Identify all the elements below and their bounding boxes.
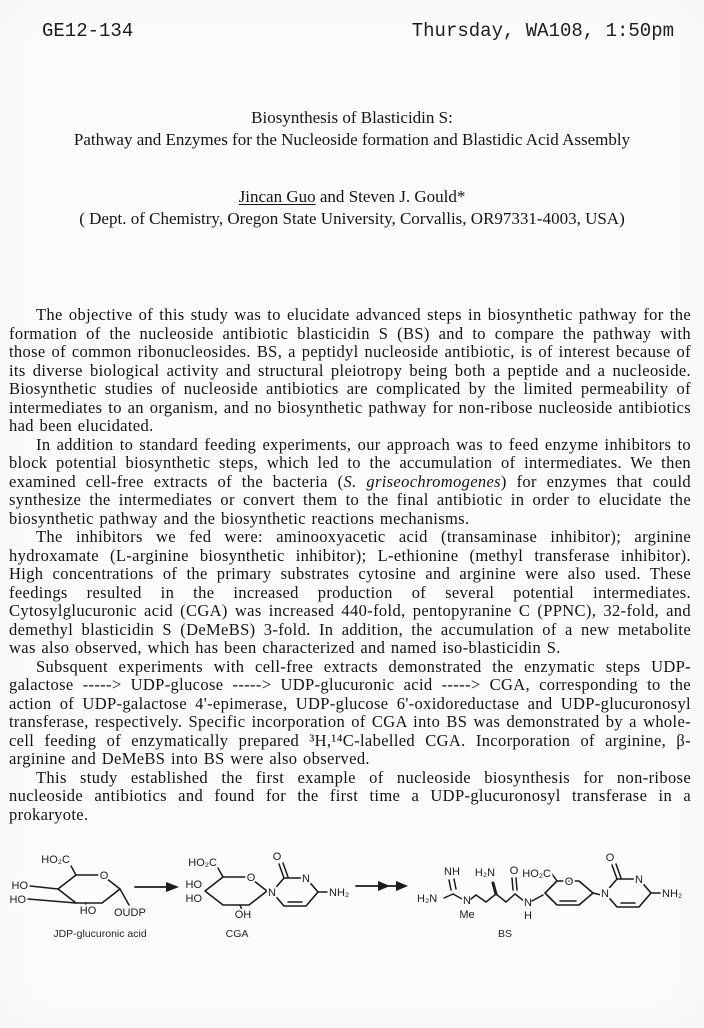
- amide-nitrogen-label: N: [524, 897, 532, 909]
- oudp-label: OUDP: [114, 907, 146, 919]
- author-line: [0, 186, 704, 208]
- title-line-1: Biosynthesis of Blasticidin S:: [251, 108, 453, 127]
- n1-label: N: [268, 887, 276, 899]
- amino-label: H₂N: [474, 867, 496, 879]
- ring-oxygen-label: O: [99, 870, 109, 882]
- ring-oxygen-label: O: [246, 872, 256, 884]
- compound-label-bs: BS: [497, 928, 513, 940]
- structure-cga: [186, 851, 350, 940]
- n3-label: N: [635, 874, 643, 886]
- title-line-2: Pathway and Enzymes for the Nucleoside formation and Blastidic Acid Assembly: [73, 129, 631, 149]
- pyranose-ring: [205, 877, 267, 905]
- n3-label: N: [302, 873, 310, 885]
- abstract-body: [9, 306, 691, 824]
- imine-label: NH: [444, 866, 460, 878]
- author-second: Steven J. Gould*: [348, 187, 466, 206]
- ring-oxygen-label: O: [564, 876, 574, 888]
- reaction-arrow-1: [135, 882, 179, 892]
- n1-label: N: [601, 888, 609, 900]
- amine-label: NH₂: [329, 887, 350, 899]
- structure-udp-glucuronic-acid: [10, 854, 147, 940]
- title-block: [0, 107, 704, 150]
- compound-label-udp-glucuronic-acid: JDP-glucuronic acid: [53, 928, 147, 940]
- abstract-code: GE12-134: [42, 20, 134, 42]
- session-info: Thursday, WA108, 1:50pm: [411, 20, 674, 42]
- hydroxyl-label: OH: [234, 909, 252, 921]
- amide-hydrogen-label: H: [524, 910, 532, 922]
- carbonyl-oxygen-label: O: [272, 851, 282, 863]
- species-name: S. griseochromogenes: [343, 471, 501, 491]
- carboxyl-label: HO₂C: [188, 857, 217, 869]
- pyranose-ring: [58, 875, 120, 903]
- authors-block: [0, 186, 704, 229]
- paragraph-2-text-end: ) for enzymes that could synthesize the intermediates or convert them to the final antibiotic in order to elucidate the biosynthetic pathway and the biosynthetic reactions mechanisms.: [9, 471, 691, 528]
- hydroxyl-label: HO: [185, 879, 202, 891]
- paragraph-1: The objective of this study was to elucidate advanced steps in biosynthetic pathway for the formation of the nucleoside antibiotic blasticidin S (BS) and to compare the pathway with those of common ribonucleosides. BS, a peptidyl nucleoside antibiotic, is of interest because of its diverse biological activity and structural pleiotropy being both a peptide and a nucleoside. Biosynthetic studies of nucleoside antibiotics are complicated by the limited permeability of intermediates to an organism, and no biosynthetic pathway for non-ribose nucleoside antibiotics had been elucidated.: [9, 305, 691, 435]
- carboxyl-label: HO₂C: [41, 854, 70, 866]
- chain-nitrogen-label: N: [463, 895, 471, 907]
- paragraph-2: [9, 436, 691, 529]
- compound-label-cga: CGA: [225, 928, 249, 940]
- paragraph-2-text: In addition to standard feeding experiments, our approach was to feed enzyme inhibitors to block potential biosynthetic steps, which led to the accumulation of intermediates. We then examined cell-free extracts of the bacteria (: [9, 434, 691, 491]
- hydroxyl-label: HO: [185, 893, 202, 905]
- hydroxyl-label: HO: [9, 894, 26, 906]
- paragraph-4: Subsquent experiments with cell-free extracts demonstrated the enzymatic steps UDP-galactose -----> UDP-glucose -----> UDP-glucuronic acid -----> CGA, corresponding to the action of UDP-galactose 4'-epimerase, UDP-glucose 6'-oxidoreductase and UDP-glucuronosyl transferase, respectively. Specific incorporation of CGA into BS was demonstrated by a whole-cell feeding of enzymatically prepared ³H,¹⁴C-labelled CGA. Incorporation of arginine, β-arginine and DeMeBS into BS were also observed.: [9, 656, 691, 768]
- affiliation-line: ( Dept. of Chemistry, Oregon State University, Corvallis, OR97331-4003, USA): [79, 208, 625, 228]
- carbonyl-oxygen-label: O: [605, 852, 615, 864]
- hydroxyl-label: HO: [11, 880, 28, 892]
- page-header: [42, 20, 674, 42]
- reaction-arrow-2: [356, 881, 408, 891]
- amine-label: NH₂: [662, 888, 683, 900]
- author-presenting: Jincan Guo: [238, 187, 316, 206]
- author-connector: and: [315, 187, 349, 206]
- paragraph-5: This study established the first example of nucleoside biosynthesis for non-ribose nucleoside antibiotics and found for the first time a UDP-glucuronosyl transferase in a prokaryote.: [9, 767, 691, 824]
- hydroxyl-label: HO: [79, 905, 97, 917]
- paragraph-3: The inhibitors we fed were: aminooxyacetic acid (transaminase inhibitor); arginine hydroxamate (L-arginine biosynthetic inhibitor); L-ethionine (methyl transferase inhibitor). High concentrations of the primary substrates cytosine and arginine were also used. These feedings resulted in the increased production of several potential intermediates. Cytosylglucuronic acid (CGA) was increased 440-fold, pentopyranine C (PPNC), 32-fold, and demethyl blasticidin S (DeMeBS) 3-fold. In addition, the accumulation of a new metabolite was also observed, which has been characterized and named iso-blasticidin S.: [9, 527, 691, 657]
- structure-bs: [417, 852, 682, 940]
- guanidino-amine-label: H₂N: [417, 893, 438, 905]
- carboxyl-label: HO₂C: [522, 868, 551, 880]
- methyl-label: Me: [459, 909, 475, 921]
- reaction-scheme: [0, 845, 704, 965]
- amide-oxygen-label: O: [509, 865, 519, 877]
